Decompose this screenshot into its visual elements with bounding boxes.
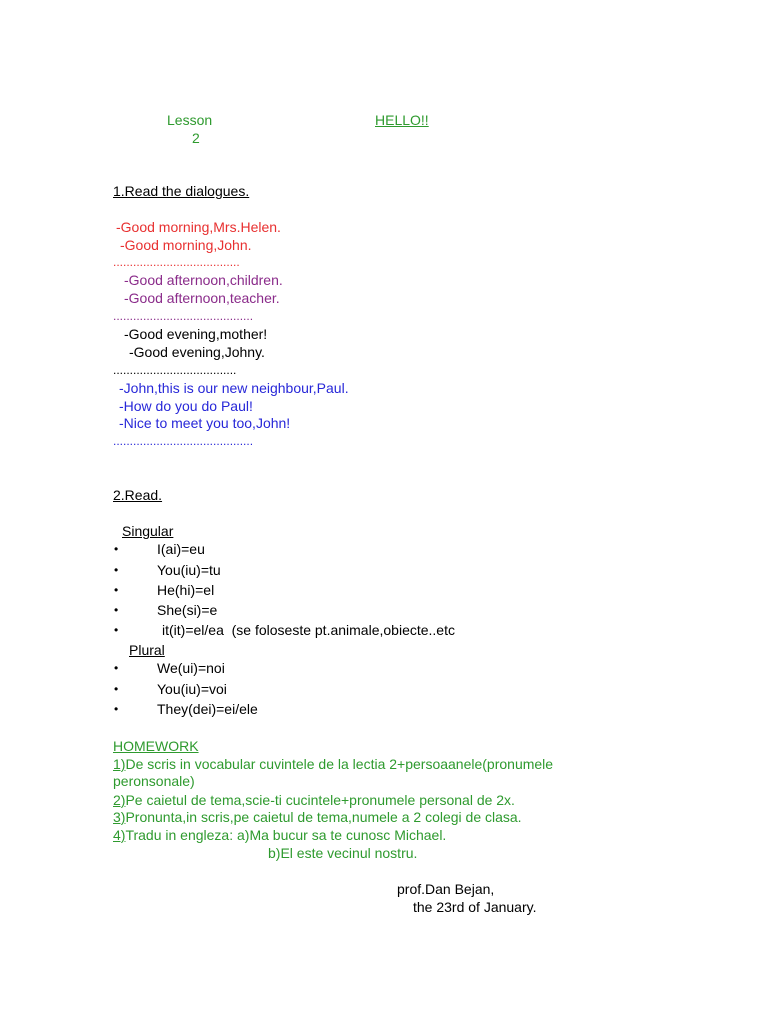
signature-name: prof.Dan Bejan, — [397, 881, 495, 897]
singular-label: Singular — [122, 523, 174, 539]
homework-item-3 — [113, 809, 522, 826]
singular-item: I(ai)=eu — [157, 541, 205, 557]
plural-label — [116, 642, 165, 659]
homework-item-text: Tradu in engleza: a)Ma bucur sa te cunosc Michael. — [125, 827, 447, 843]
plural-label-text: Plural — [129, 642, 165, 658]
signature-date: the 23rd of January. — [413, 899, 537, 915]
dialogue2-separator: .......................................... — [113, 309, 254, 323]
homework-item-4-cont: b)El este vecinul nostru. — [268, 845, 418, 861]
singular-item: it(it)=el/ea (se foloseste pt.animale,obiecte..etc — [162, 622, 455, 638]
homework-item-1 — [113, 756, 553, 773]
dialogue1-separator: ...................................... — [113, 255, 240, 269]
dialogue4-line3: -Nice to meet you too,John! — [119, 415, 291, 431]
bullet-icon: • — [114, 542, 119, 556]
bullet-icon: • — [114, 583, 119, 597]
dialogue4-line1: -John,this is our new neighbour,Paul. — [119, 380, 349, 396]
singular-item: You(iu)=tu — [157, 562, 221, 578]
homework-item-text: De scris in vocabular cuvintele de la lectia 2+persoaanele(pronumele — [125, 756, 554, 772]
homework-item-1-cont: peronsonale) — [113, 773, 195, 789]
section1-heading: 1.Read the dialogues. — [113, 183, 250, 199]
dialogue4-line2: -How do you do Paul! — [119, 398, 253, 414]
lesson-label: Lesson — [167, 112, 213, 128]
homework-item-text: Pe caietul de tema,scie-ti cucintele+pronumele personal de 2x. — [125, 792, 515, 808]
dialogue3-line2: -Good evening,Johny. — [129, 344, 265, 360]
dialogue1-line2: -Good morning,John. — [120, 237, 252, 253]
homework-item-number: 3) — [113, 809, 126, 825]
bullet-icon: • — [114, 623, 119, 637]
homework-item-number: 2) — [113, 792, 126, 808]
dialogue2-line1: -Good afternoon,children. — [124, 272, 283, 288]
dialogue1-line1: -Good morning,Mrs.Helen. — [116, 219, 281, 235]
homework-item-4 — [113, 827, 446, 844]
dialogue3-line1: -Good evening,mother! — [124, 326, 268, 342]
plural-item: They(dei)=ei/ele — [157, 701, 258, 717]
bullet-icon: • — [114, 563, 119, 577]
bullet-icon: • — [114, 661, 119, 675]
homework-item-2 — [113, 792, 515, 809]
homework-item-number: 1) — [113, 756, 126, 772]
singular-item: She(si)=e — [157, 602, 218, 618]
dialogue3-separator: ..................................... — [113, 363, 237, 377]
section2-heading: 2.Read. — [113, 487, 163, 503]
homework-heading: HOMEWORK — [113, 738, 199, 754]
homework-item-text: Pronunta,in scris,pe caietul de tema,numele a 2 colegi de clasa. — [125, 809, 522, 825]
bullet-icon: • — [114, 682, 119, 696]
plural-item: We(ui)=noi — [157, 660, 225, 676]
bullet-icon: • — [114, 702, 119, 716]
dialogue2-line2: -Good afternoon,teacher. — [124, 290, 280, 306]
homework-item-number: 4) — [113, 827, 126, 843]
bullet-icon: • — [114, 603, 119, 617]
singular-item: He(hi)=el — [157, 582, 215, 598]
plural-item: You(iu)=voi — [157, 681, 227, 697]
page-title: HELLO!! — [375, 112, 429, 128]
lesson-number: 2 — [192, 130, 200, 146]
dialogue4-separator: .......................................... — [113, 434, 254, 448]
